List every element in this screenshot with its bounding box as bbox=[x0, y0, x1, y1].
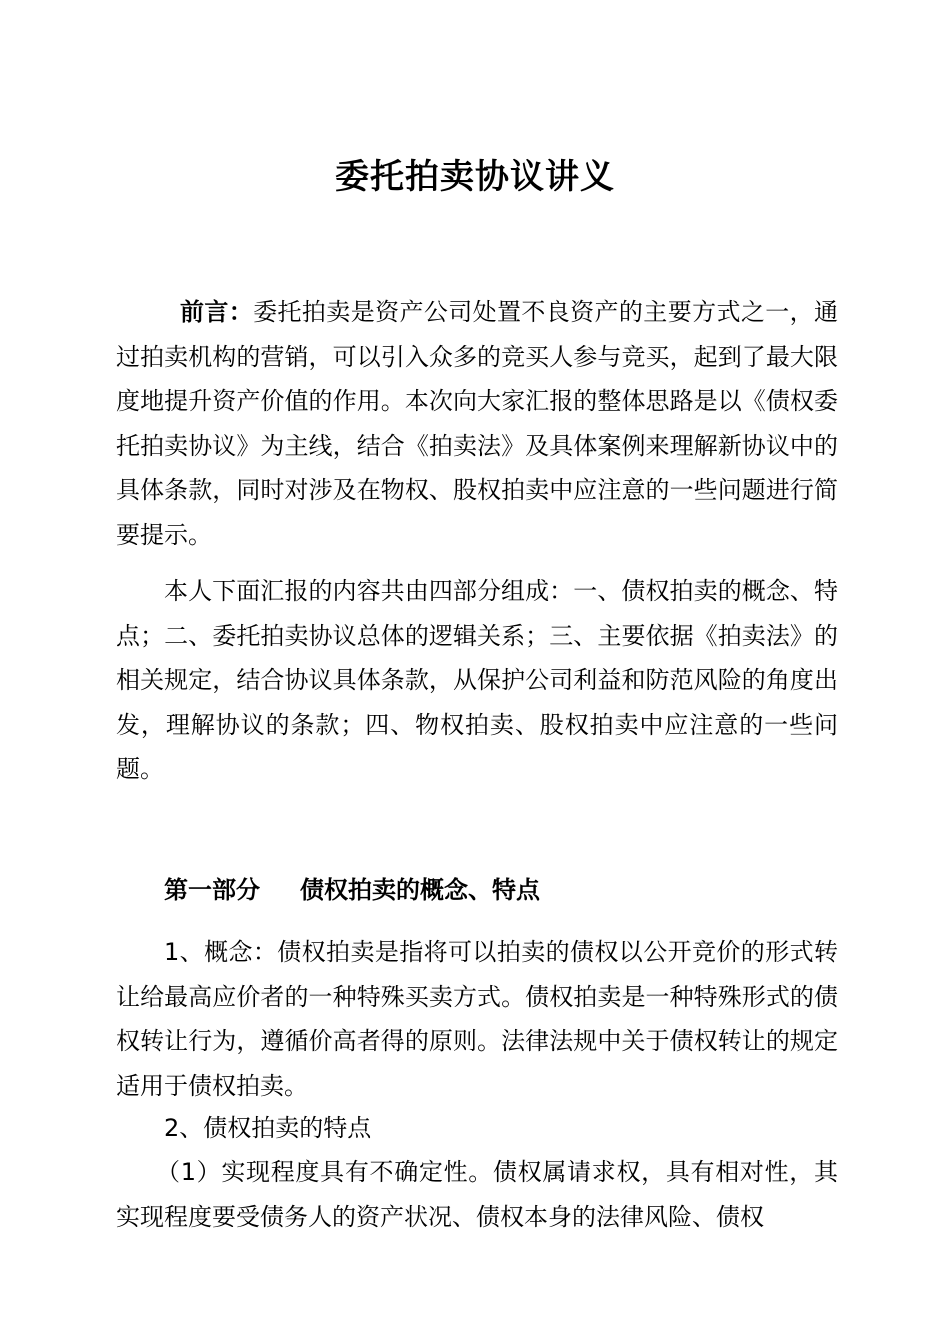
section-1-title: 债权拍卖的概念、特点 bbox=[300, 876, 540, 904]
outline-paragraph: 本人下面汇报的内容共由四部分组成：一、债权拍卖的概念、特点；二、委托拍卖协议总体的逻辑关系；三、主要依据《拍卖法》的相关规定，结合协议具体条款，从保护公司利益和防范风险的角度出发，理解协议的条款；四、物权拍卖、股权拍卖中应注意的一些问题。 bbox=[116, 577, 838, 784]
features-title: 2、债权拍卖的特点 bbox=[164, 1114, 372, 1142]
concept-paragraph: 1、概念：债权拍卖是指将可以拍卖的债权以公开竞价的形式转让给最高应价者的一种特殊买卖方式。债权拍卖是一种特殊形式的债权转让行为，遵循价高者得的原则。法律法规中关于债权转让的规定适用于债权拍卖。 bbox=[116, 938, 838, 1100]
section-1-heading bbox=[164, 870, 540, 910]
section-1-number: 第一部分 bbox=[164, 876, 260, 904]
preface-text: 委托拍卖是资产公司处置不良资产的主要方式之一，通过拍卖机构的营销，可以引入众多的竞买人参与竞买，起到了最大限度地提升资产价值的作用。本次向大家汇报的整体思路是以《债权委托拍卖协议》为主线，结合《拍卖法》及具体案例来理解新协议中的具体条款，同时对涉及在物权、股权拍卖中应注意的一些问题进行简要提示。 bbox=[116, 298, 839, 549]
preface-paragraph bbox=[116, 290, 838, 558]
feature-1-paragraph: （1）实现程度具有不确定性。债权属请求权，具有相对性，其实现程度要受债务人的资产状况、债权本身的法律风险、债权 bbox=[116, 1158, 838, 1231]
preface-lead: 前言： bbox=[180, 298, 254, 326]
document-title: 委托拍卖协议讲义 bbox=[335, 156, 615, 197]
